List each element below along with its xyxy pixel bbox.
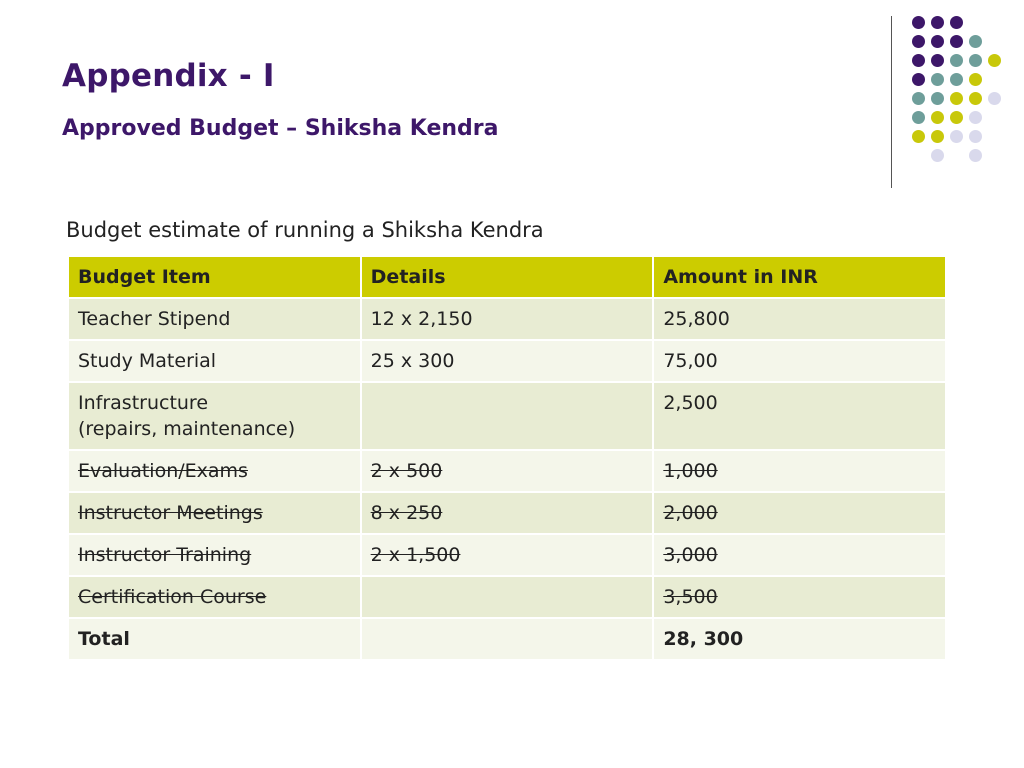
dot-icon: [912, 111, 925, 124]
cell-details: 25 x 300: [361, 340, 654, 382]
header-details: Details: [361, 256, 654, 298]
dot-icon: [912, 16, 925, 29]
cell-details: 8 x 250: [361, 492, 654, 534]
table-caption: Budget estimate of running a Shiksha Kendra: [66, 218, 544, 242]
cell-details: [361, 382, 654, 450]
dot-icon: [969, 149, 982, 162]
cell-item: Instructor Meetings: [68, 492, 361, 534]
dot-icon: [931, 73, 944, 86]
dot-icon: [931, 35, 944, 48]
budget-table: [67, 255, 947, 661]
dot-icon: [969, 111, 982, 124]
dot-icon: [931, 92, 944, 105]
dot-icon: [969, 73, 982, 86]
dot-icon: [931, 16, 944, 29]
dot-icon: [931, 130, 944, 143]
cell-amount: 28, 300: [653, 618, 946, 660]
table-row: [68, 492, 946, 534]
dot-icon: [931, 111, 944, 124]
dot-icon: [969, 54, 982, 67]
cell-item: Total: [68, 618, 361, 660]
cell-amount: 2,000: [653, 492, 946, 534]
cell-item: Evaluation/Exams: [68, 450, 361, 492]
dot-icon: [931, 149, 944, 162]
dot-icon: [988, 54, 1001, 67]
dot-icon: [950, 73, 963, 86]
cell-details: 2 x 500: [361, 450, 654, 492]
cell-item: Instructor Training: [68, 534, 361, 576]
table-row: [68, 450, 946, 492]
cell-item-note: (repairs, maintenance): [78, 418, 296, 440]
dot-icon: [969, 35, 982, 48]
table-total-row: [68, 618, 946, 660]
table-row: [68, 576, 946, 618]
dot-icon: [950, 16, 963, 29]
cell-amount: 25,800: [653, 298, 946, 340]
dot-icon: [969, 130, 982, 143]
cell-item: Certification Course: [68, 576, 361, 618]
cell-details: [361, 576, 654, 618]
cell-details: 12 x 2,150: [361, 298, 654, 340]
table-row: [68, 340, 946, 382]
cell-amount: 75,00: [653, 340, 946, 382]
cell-amount: 3,500: [653, 576, 946, 618]
cell-item: Teacher Stipend: [68, 298, 361, 340]
decorative-divider: [891, 16, 892, 188]
cell-amount: 3,000: [653, 534, 946, 576]
cell-amount: 1,000: [653, 450, 946, 492]
cell-item: Study Material: [68, 340, 361, 382]
dot-icon: [950, 111, 963, 124]
header-budget-item: Budget Item: [68, 256, 361, 298]
cell-details: [361, 618, 654, 660]
dot-icon: [912, 54, 925, 67]
page-title: Appendix - I: [62, 58, 275, 94]
cell-amount: 2,500: [653, 382, 946, 450]
dot-icon: [988, 92, 1001, 105]
dot-icon: [950, 35, 963, 48]
dot-icon: [950, 54, 963, 67]
dot-icon: [950, 130, 963, 143]
table-row: [68, 382, 946, 450]
table-row: [68, 534, 946, 576]
dot-icon: [912, 73, 925, 86]
dot-icon: [969, 92, 982, 105]
dot-icon: [912, 35, 925, 48]
dot-icon: [912, 92, 925, 105]
table-row: [68, 298, 946, 340]
table-header-row: [68, 256, 946, 298]
header-amount: Amount in INR: [653, 256, 946, 298]
page-subtitle: Approved Budget – Shiksha Kendra: [62, 116, 499, 141]
cell-details: 2 x 1,500: [361, 534, 654, 576]
cell-item: [68, 382, 361, 450]
dot-icon: [912, 130, 925, 143]
dot-icon: [931, 54, 944, 67]
dot-icon: [950, 92, 963, 105]
cell-item-main: Infrastructure: [78, 392, 209, 414]
